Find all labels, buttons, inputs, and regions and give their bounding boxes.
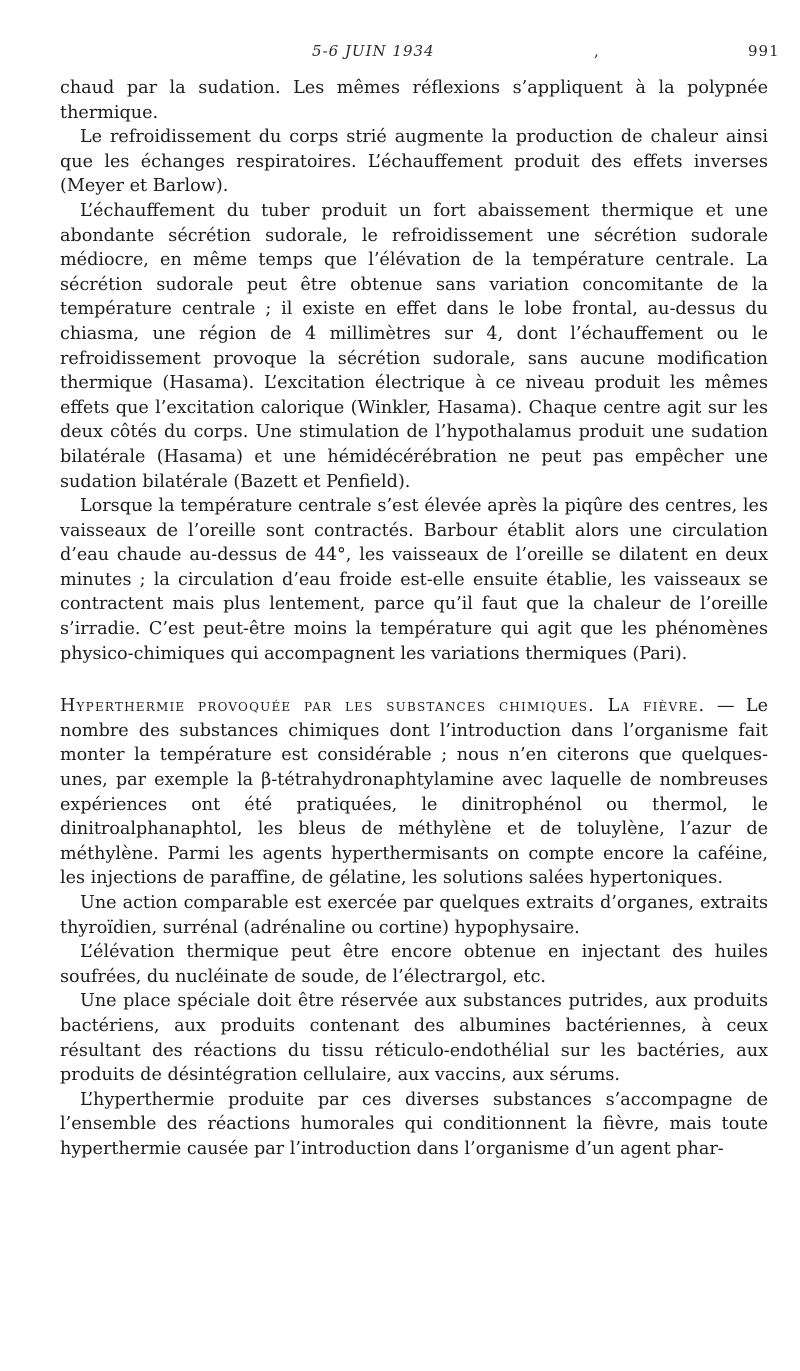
header-mark: , (594, 42, 599, 60)
paragraph-tuber: L’échauffement du tuber produit un fort abaissement thermique et une abondante sécrétion sudorale, le refroidissement une sécrétion sudorale médiocre, en même temps que l’élévation de la température centrale. La sécrétion sudorale peut être obtenue sans variation concomitante de la température centrale ; il existe en effet dans le lobe frontal, au-dessus du chiasma, une région de 4 millimètres sur 4, dont l’échauffement ou le refroidissement provoque la sécrétion sudorale, sans aucune modification thermique (Hasama). L’excitation électrique à ce niveau produit les mêmes effets que l’excitation calorique (Winkler, Hasama). Chaque centre agit sur les deux côtés du corps. Une stimulation de l’hypothalamus produit une sudation bilatérale (Hasama) et une hémidécérébration ne peut pas empêcher une sudation bilatérale (Bazett et Penfield). (60, 200, 768, 492)
running-header (0, 42, 800, 66)
paragraph-substances-putrides: Une place spéciale doit être réservée aux substances putrides, aux produits bactériens, aux produits contenant des albumines bactériennes, à ceux résultant des réactions du tissu réticulo-endothélial sur les bactéries, aux produits de désintégration cellulaire, aux vaccins, aux sérums. (60, 991, 768, 1086)
section-body: — Le nombre des substances chimiques dont l’introduction dans l’organisme fait monter la température est considérable ; nous n’en citerons que quelques-unes, par exemple la β-tétrahydronaphtylamine avec laquelle de nombreuses expériences ont été pratiquées, le dinitrophénol ou thermol, le dinitroalphanaphtol, les bleus de méthylène et de toluylène, l’azur de méthylène. Parmi les agents hyperthermisants on compte encore la caféine, les injections de paraffine, de gélatine, les solutions salées hypertoniques. (60, 696, 769, 889)
page-number: 991 (748, 42, 780, 60)
section-heading: Hyperthermie provoquée par les substances chimiques. La fièvre. (60, 696, 706, 717)
header-date: 5-6 JUIN 1934 (312, 42, 435, 60)
paragraph-continuation: chaud par la sudation. Les mêmes réflexions s’appliquent à la polypnée thermique. (60, 78, 768, 123)
paragraph-section-hyperthermie (60, 694, 768, 891)
body-text (60, 76, 768, 1162)
paragraph-hyperthermie-fievre: L’hyperthermie produite par ces diverses substances s’accompagne de l’ensemble des réactions humorales qui conditionnent la fièvre, mais toute hyperthermie causée par l’introduction dans l’organisme d’un agent phar- (60, 1089, 768, 1159)
paragraph-extraits: Une action comparable est exercée par quelques extraits d’organes, extraits thyroïdien, surrénal (adrénaline ou cortine) hypophysaire. (60, 893, 768, 938)
paragraph-oreille: Lorsque la température centrale s’est élevée après la piqûre des centres, les vaisseaux de l’oreille sont contractés. Barbour établit alors une circulation d’eau chaude au-dessus de 44°, les vaisseaux de l’oreille se dilatent en deux minutes ; la circulation d’eau froide est-elle ensuite établie, les vaisseaux se contractent mais plus lentement, parce qu’il faut que la chaleur de l’oreille s’irradie. C’est peut-être moins la température qui agit que les phénomènes physico-chimiques qui accompagnent les variations thermiques (Pari). (60, 496, 768, 664)
paragraph-corps-strie: Le refroidissement du corps strié augmente la production de chaleur ainsi que les échanges respiratoires. L’échauffement produit des effets inverses (Meyer et Barlow). (60, 127, 768, 197)
paragraph-elevation: L’élévation thermique peut être encore obtenue en injectant des huiles soufrées, du nucléinate de soude, de l’électrargol, etc. (60, 942, 768, 987)
